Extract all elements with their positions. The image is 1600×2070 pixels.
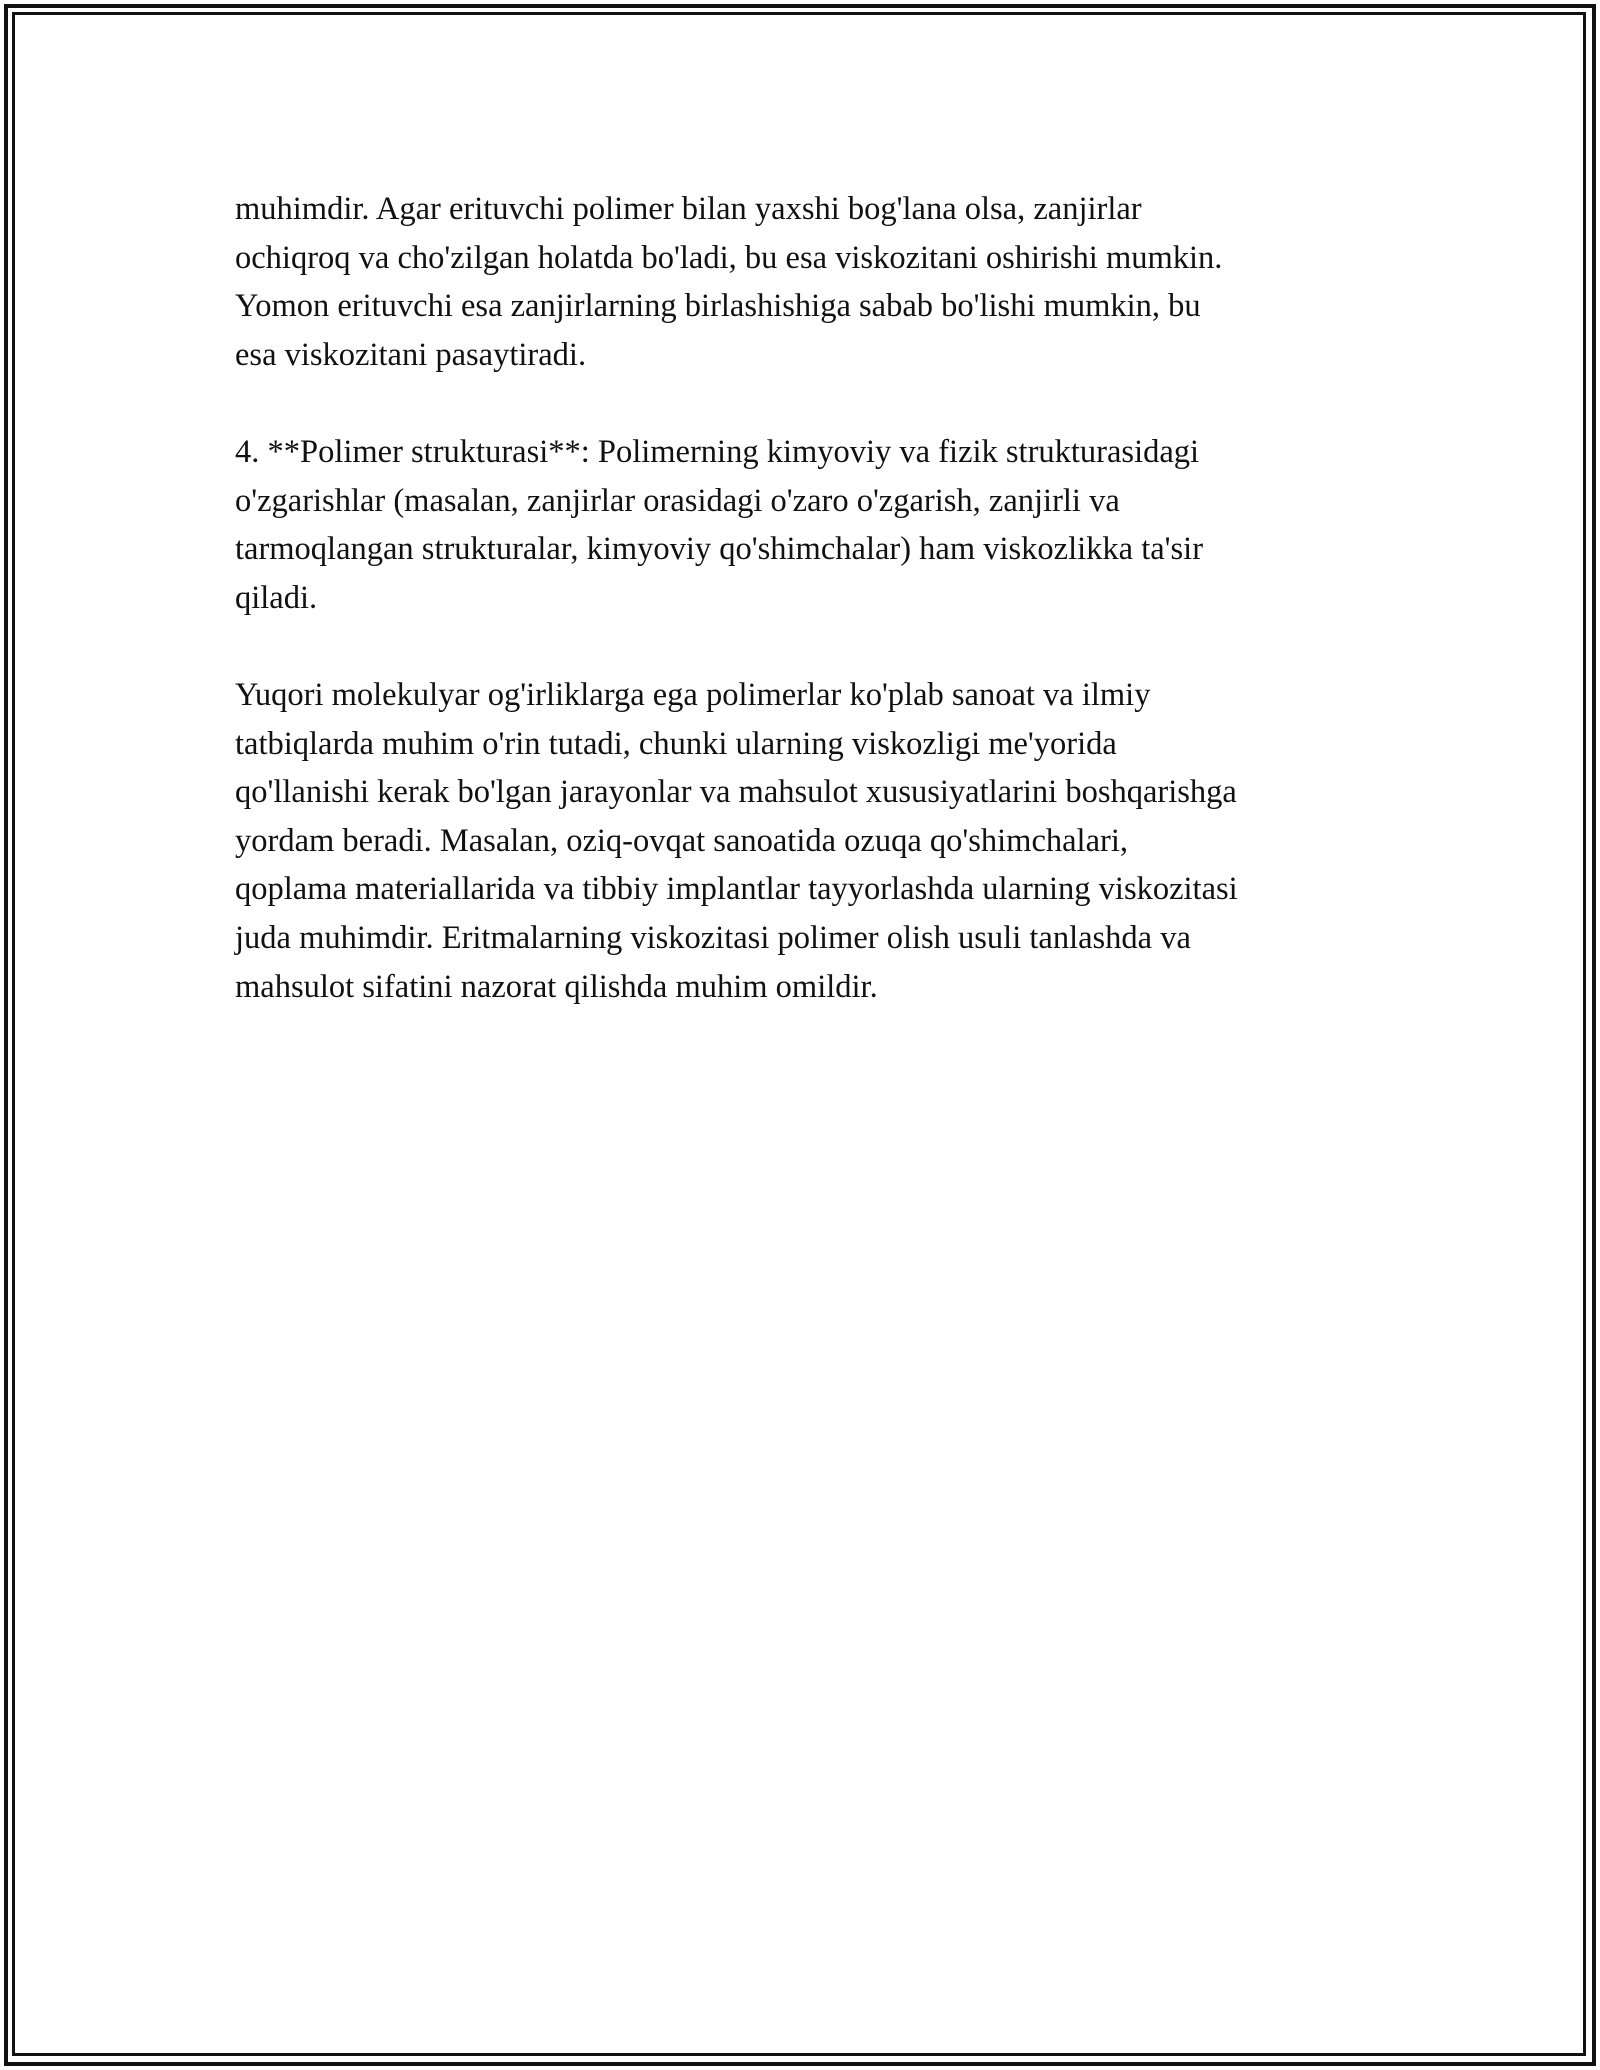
paragraph-solvent-effect: muhimdir. Agar erituvchi polimer bilan yaxshi bog'lana olsa, zanjirlar ochiqroq va cho'zilgan holatda bo'ladi, bu esa viskozitani oshirishi mumkin. Yomon erituvchi esa zanjirlarning birlashishiga sabab bo'lishi mumkin, bu esa viskozitani pasaytiradi. (235, 191, 1223, 373)
document-body (235, 185, 1385, 1060)
paragraph-applications: Yuqori molekulyar og'irliklarga ega polimerlar ko'plab sanoat va ilmiy tatbiqlarda muhim o'rin tutadi, chunki ularning viskozligi me'yorida qo'llanishi kerak bo'lgan jarayonlar va mahsulot xususiyatlarini boshqarishga yordam beradi. Masalan, oziq-ovqat sanoatida ozuqa qo'shimchalari, qoplama materiallarida va tibbiy implantlar tayyorlashda ularning viskozitasi juda muhimdir. Eritmalarning viskozitasi polimer olish usuli tanlashda va mahsulot sifatini nazorat qilishda muhim omildir. (235, 676, 1238, 1005)
paragraph-polymer-structure: 4. **Polimer strukturasi**: Polimerning kimyoviy va fizik strukturasidagi o'zgarishlar (masalan, zanjirlar orasidagi o'zaro o'zgarish, zanjirli va tarmoqlangan strukturalar, kimyoviy qo'shimchalar) ham viskozlikka ta'sir qiladi. (235, 433, 1204, 616)
